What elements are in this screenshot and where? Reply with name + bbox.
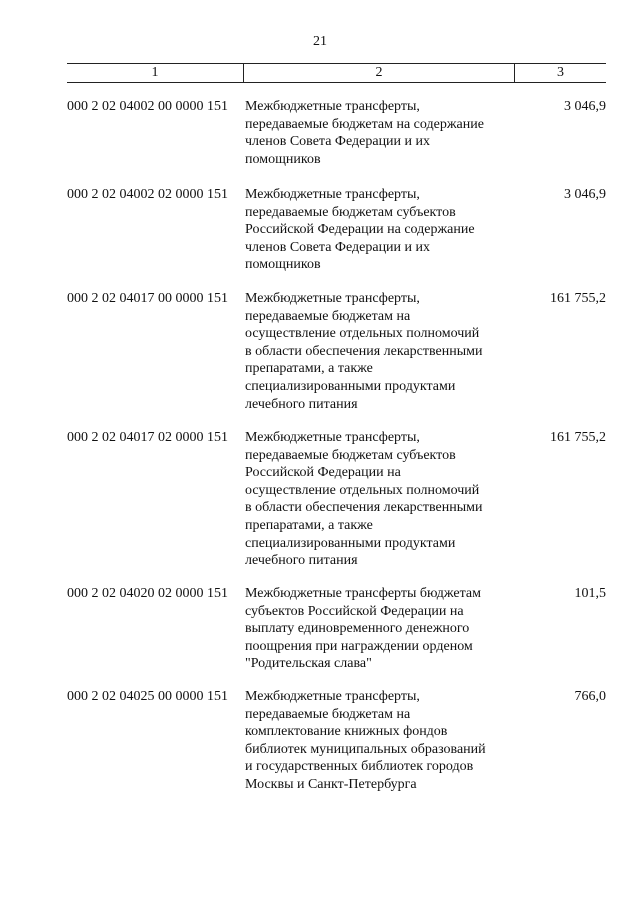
- row-code: 000 2 02 04017 00 0000 151: [67, 291, 228, 306]
- table-header: [67, 63, 606, 83]
- description-line: Межбюджетные трансферты,: [245, 689, 420, 704]
- description-line: лечебного питания: [245, 396, 358, 412]
- description-line: специализированными продуктами: [245, 535, 456, 551]
- description-line: препаратами, а также: [245, 517, 373, 533]
- description-line: передаваемые бюджетам на: [245, 706, 411, 722]
- description-line: поощрения при награждении орденом: [245, 638, 473, 654]
- description-line: помощников: [245, 151, 321, 167]
- header-col-2: 2: [244, 64, 515, 82]
- description-line: Межбюджетные трансферты,: [245, 187, 420, 202]
- description-line: Москвы и Санкт-Петербурга: [245, 776, 417, 792]
- row-amount: 161 755,2: [550, 430, 606, 445]
- header-col-1: 1: [67, 64, 244, 82]
- table-row: [67, 585, 606, 673]
- description-line: членов Совета Федерации и их: [245, 134, 431, 150]
- row-description: [243, 688, 510, 794]
- row-description: [243, 290, 510, 413]
- description-line: передаваемые бюджетам субъектов: [245, 447, 456, 463]
- description-line: препаратами, а также: [245, 361, 373, 377]
- row-code: 000 2 02 04002 00 0000 151: [67, 99, 228, 114]
- description-line: в области обеспечения лекарственными: [245, 500, 483, 516]
- description-line: в области обеспечения лекарственными: [245, 343, 483, 359]
- description-line: библиотек муниципальных образований: [245, 741, 486, 757]
- description-line: передаваемые бюджетам на содержание: [245, 116, 484, 132]
- description-line: осуществление отдельных полномочий: [245, 482, 480, 498]
- description-line: и государственных библиотек городов: [245, 759, 474, 775]
- row-description: [243, 585, 510, 673]
- row-description: [243, 98, 510, 168]
- table-row: [67, 688, 606, 794]
- header-col-3: 3: [557, 65, 564, 80]
- description-line: комплектование книжных фондов: [245, 724, 448, 740]
- table-row: [67, 186, 606, 274]
- row-amount: 3 046,9: [564, 187, 606, 202]
- description-line: членов Совета Федерации и их: [245, 239, 431, 255]
- description-line: Межбюджетные трансферты,: [245, 99, 420, 114]
- row-amount: 101,5: [574, 586, 606, 601]
- page-number: 21: [313, 34, 327, 49]
- description-line: специализированными продуктами: [245, 378, 456, 394]
- description-line: Межбюджетные трансферты бюджетам: [245, 586, 481, 601]
- row-amount: 766,0: [574, 689, 606, 704]
- row-description: [243, 429, 510, 570]
- row-code: 000 2 02 04020 02 0000 151: [67, 586, 228, 601]
- row-description: [243, 186, 510, 274]
- row-amount: 161 755,2: [550, 291, 606, 306]
- description-line: выплату единовременного денежного: [245, 621, 470, 637]
- description-line: Межбюджетные трансферты,: [245, 291, 420, 306]
- description-line: передаваемые бюджетам на: [245, 308, 411, 324]
- description-line: передаваемые бюджетам субъектов: [245, 204, 456, 220]
- description-line: лечебного питания: [245, 553, 358, 569]
- description-line: помощников: [245, 257, 321, 273]
- description-line: Российской Федерации на: [245, 465, 401, 481]
- description-line: Межбюджетные трансферты,: [245, 430, 420, 445]
- description-line: субъектов Российской Федерации на: [245, 603, 464, 619]
- table-row: [67, 290, 606, 413]
- row-amount: 3 046,9: [564, 99, 606, 114]
- table-row: [67, 98, 606, 168]
- table-row: [67, 429, 606, 570]
- description-line: осуществление отдельных полномочий: [245, 326, 480, 342]
- row-code: 000 2 02 04017 02 0000 151: [67, 430, 228, 445]
- row-code: 000 2 02 04025 00 0000 151: [67, 689, 228, 704]
- row-code: 000 2 02 04002 02 0000 151: [67, 187, 228, 202]
- description-line: "Родительская слава": [245, 656, 372, 672]
- description-line: Российской Федерации на содержание: [245, 222, 475, 238]
